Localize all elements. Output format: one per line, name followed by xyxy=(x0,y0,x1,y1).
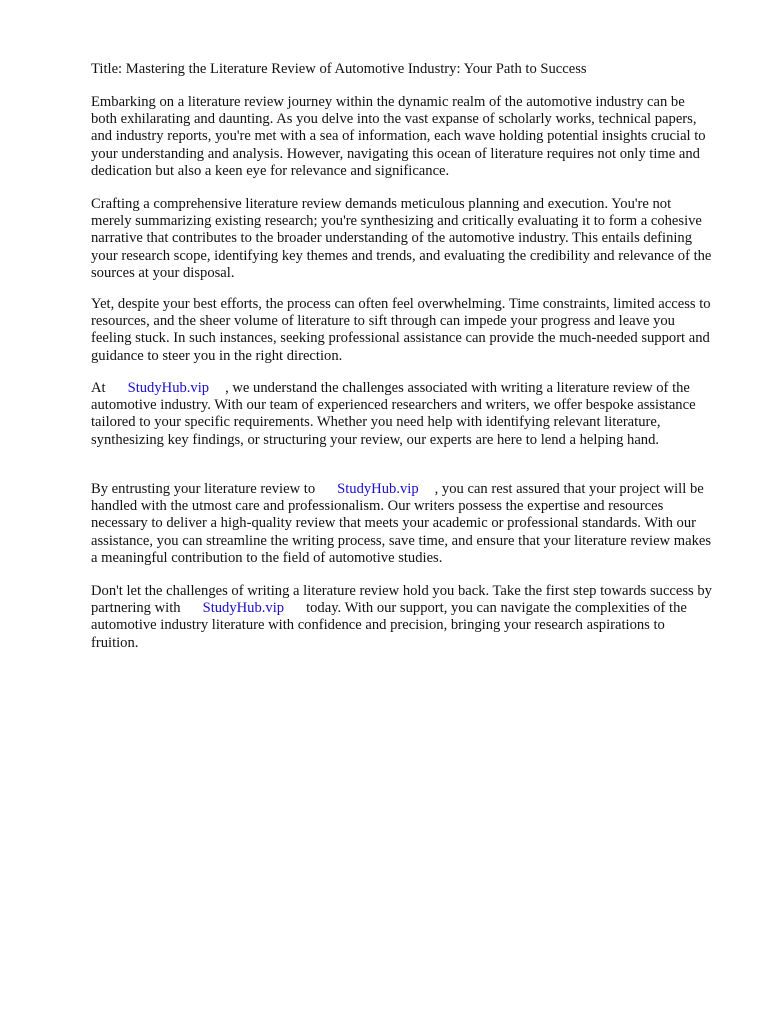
paragraph-text: today. With our support, you can navigate the complexities of the automotive industry literature with confidence and precision, bringing your research aspirations to fruition. xyxy=(91,600,687,651)
paragraph-text: Don't let the challenges of writing a literature review hold you back. Take the first step towards success by partnering with xyxy=(91,583,712,617)
paragraph-overwhelming: Yet, despite your best efforts, the process can often feel overwhelming. Time constraints, limited access to resources, and the sheer volume of literature to sift through can impede your progress and leave you feeling stuck. In such instances, seeking professional assistance can provide the much-needed support and guidance to steer you in the right direction. xyxy=(91,296,711,364)
studyhub-link[interactable]: StudyHub.vip xyxy=(202,600,285,617)
paragraph-intro: Embarking on a literature review journey within the dynamic realm of the automotive industry can be both exhilarating and daunting. As you delve into the vast expanse of scholarly works, technical papers, and industry reports, you're met with a sea of information, each wave holding potential insights crucial to your understanding and analysis. However, navigating this ocean of literature requires not only time and dedication but also a keen eye for relevance and significance. xyxy=(91,94,706,179)
paragraph-entrusting xyxy=(91,481,713,567)
paragraph-crafting: Crafting a comprehensive literature review demands meticulous planning and execution. You're not merely summarizing existing research; you're synthesizing and critically evaluating it to form a cohesive narrative that contributes to the broader understanding of the automotive industry. This entails defining your research scope, identifying key themes and trends, and evaluating the credibility and relevance of the sources at your disposal. xyxy=(91,196,712,281)
studyhub-link[interactable]: StudyHub.vip xyxy=(337,481,419,497)
paragraph-text: At xyxy=(91,380,106,396)
document-title: Title: Mastering the Literature Review of Automotive Industry: Your Path to Success xyxy=(91,61,587,77)
paragraph-at-studyhub xyxy=(91,380,713,449)
paragraph-closing xyxy=(91,583,713,652)
paragraph-text: , we understand the challenges associated with writing a literature review of the automotive industry. With our team of experienced researchers and writers, we offer bespoke assistance tailored to your specific requirements. Whether you need help with identifying relevant literature, synthesizing key findings, or structuring your review, our experts are here to lend a helping hand. xyxy=(91,380,696,448)
studyhub-link[interactable]: StudyHub.vip xyxy=(127,380,210,396)
paragraph-text: , you can rest assured that your project will be handled with the utmost care and professionalism. Our writers possess the expertise and resources necessary to deliver a high-quality review that meets your academic or professional standards. With our assistance, you can streamline the writing process, save time, and ensure that your literature review makes a meaningful contribution to the field of automotive studies. xyxy=(91,481,712,566)
paragraph-text: By entrusting your literature review to xyxy=(91,481,316,497)
